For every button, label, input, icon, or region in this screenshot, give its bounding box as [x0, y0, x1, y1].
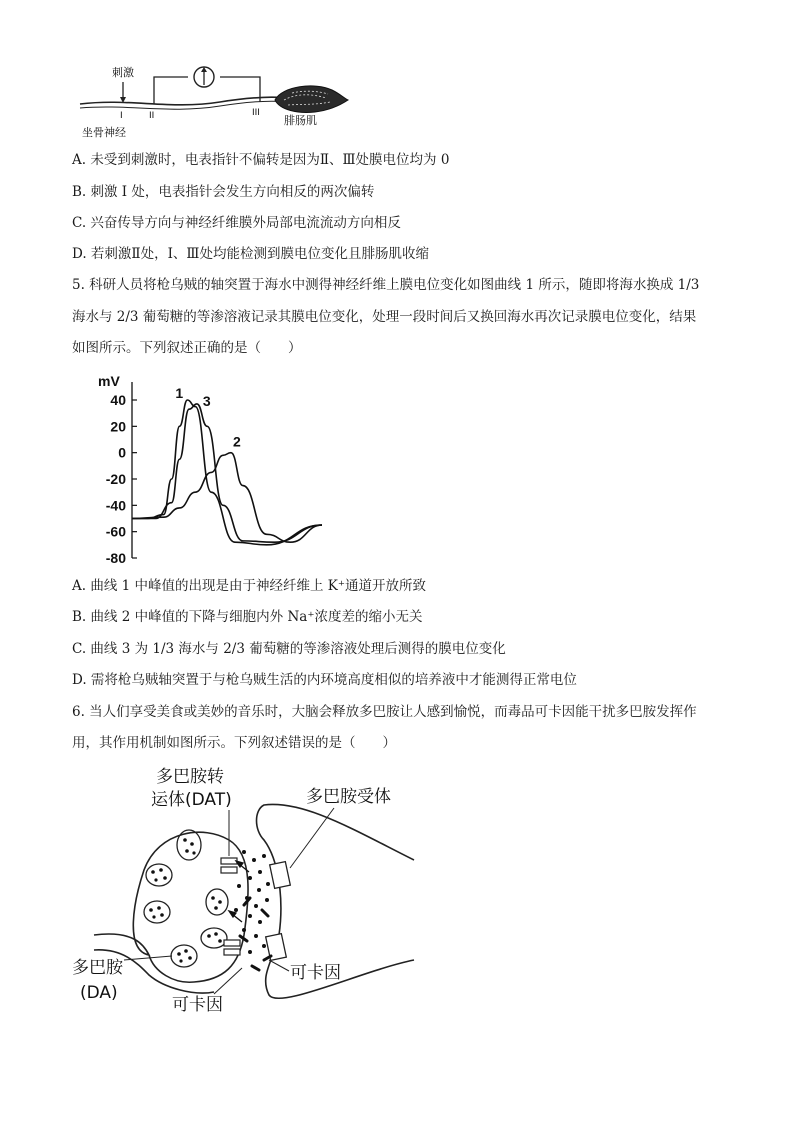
da-label-line-2: (DA): [80, 983, 118, 1003]
q5-option-b: B. 曲线 2 中峰值的下降与细胞内外 Na⁺浓度差的缩小无关: [72, 609, 423, 625]
membrane-potential-chart: [72, 370, 332, 570]
q5-option-a: A. 曲线 1 中峰值的出现是由于神经纤维上 K⁺通道开放所致: [72, 578, 427, 594]
y-tick-label: -80: [105, 550, 126, 566]
nerve-muscle-figure: [70, 60, 370, 140]
y-tick-label: 20: [110, 418, 126, 435]
q6-stem-line-1: 6. 当人们享受美食或美妙的音乐时，大脑会释放多巴胺让人感到愉悦，而毒品可卡因能干扰多巴胺发挥作: [72, 704, 697, 720]
q5-option-c: C. 曲线 3 为 1/3 海水与 2/3 葡萄糖的等渗溶液处理后测得的膜电位变化: [72, 641, 506, 657]
dat-transporter-icon: [221, 858, 240, 955]
cocaine-label-right: 可卡因: [290, 963, 341, 983]
synapse-figure: [64, 760, 424, 1020]
receptor-label: 多巴胺受体: [306, 787, 391, 807]
y-tick-label: -60: [105, 523, 126, 540]
vesicle-dopamine-dots: [149, 838, 222, 962]
y-axis-label: mV: [98, 373, 120, 389]
q5-stem-line-1: 5. 科研人员将枪乌贼的轴突置于海水中测得神经纤维上膜电位变化如图曲线 1 所示，随即将海水换成 1/3: [72, 277, 700, 293]
q5-stem-line-2: 海水与 2/3 葡萄糖的等渗溶液记录其膜电位变化，处理一段时间后又换回海水再次记录膜电位变化，结果: [72, 309, 697, 325]
q4-option-a: A. 未受到刺激时，电表指针不偏转是因为Ⅱ、Ⅲ处膜电位均为 0: [72, 152, 450, 168]
muscle-icon: [275, 86, 348, 113]
curve-1: [132, 400, 322, 545]
nerve-label: 坐骨神经: [82, 126, 126, 139]
curve-label-2: 2: [232, 433, 241, 450]
dat-label-line-2: 运体(DAT): [151, 790, 232, 810]
y-tick-label: -40: [105, 497, 126, 514]
curve-3: [132, 404, 322, 542]
muscle-label: 腓肠肌: [284, 114, 317, 127]
curve-2: [132, 453, 322, 543]
meter-wire: [154, 77, 188, 104]
stimulus-label: 刺激: [112, 66, 134, 79]
y-tick-label: 0: [118, 444, 126, 461]
q4-option-d: D. 若刺激Ⅱ处，Ⅰ、Ⅲ处均能检测到膜电位变化且腓肠肌收缩: [72, 246, 429, 262]
point-II-label: II: [149, 111, 155, 121]
q4-option-b: B. 刺激 I 处，电表指针会发生方向相反的两次偏转: [72, 184, 375, 200]
cocaine-label-bottom: 可卡因: [172, 995, 223, 1015]
q5-option-d: D. 需将枪乌贼轴突置于与枪乌贼生活的内环境高度相似的培养液中才能测得正常电位: [72, 672, 577, 688]
y-tick-label: 40: [110, 392, 126, 408]
y-tick-label: -20: [105, 471, 126, 487]
curve-label-3: 3: [202, 392, 211, 409]
q6-stem-line-2: 用，其作用机制如图所示。下列叙述错误的是（ ）: [72, 735, 396, 751]
point-I-label: I: [120, 111, 123, 121]
q5-stem-line-3: 如图所示。下列叙述正确的是（ ）: [72, 340, 302, 356]
q4-option-c: C. 兴奋传导方向与神经纤维膜外局部电流流动方向相反: [72, 215, 401, 231]
dat-label-line-1: 多巴胺转: [156, 767, 224, 787]
dopamine-receptor-icon: [266, 862, 291, 961]
da-label-line-1: 多巴胺: [72, 958, 123, 978]
point-III-label: III: [252, 108, 260, 118]
curve-label-1: 1: [175, 385, 184, 401]
